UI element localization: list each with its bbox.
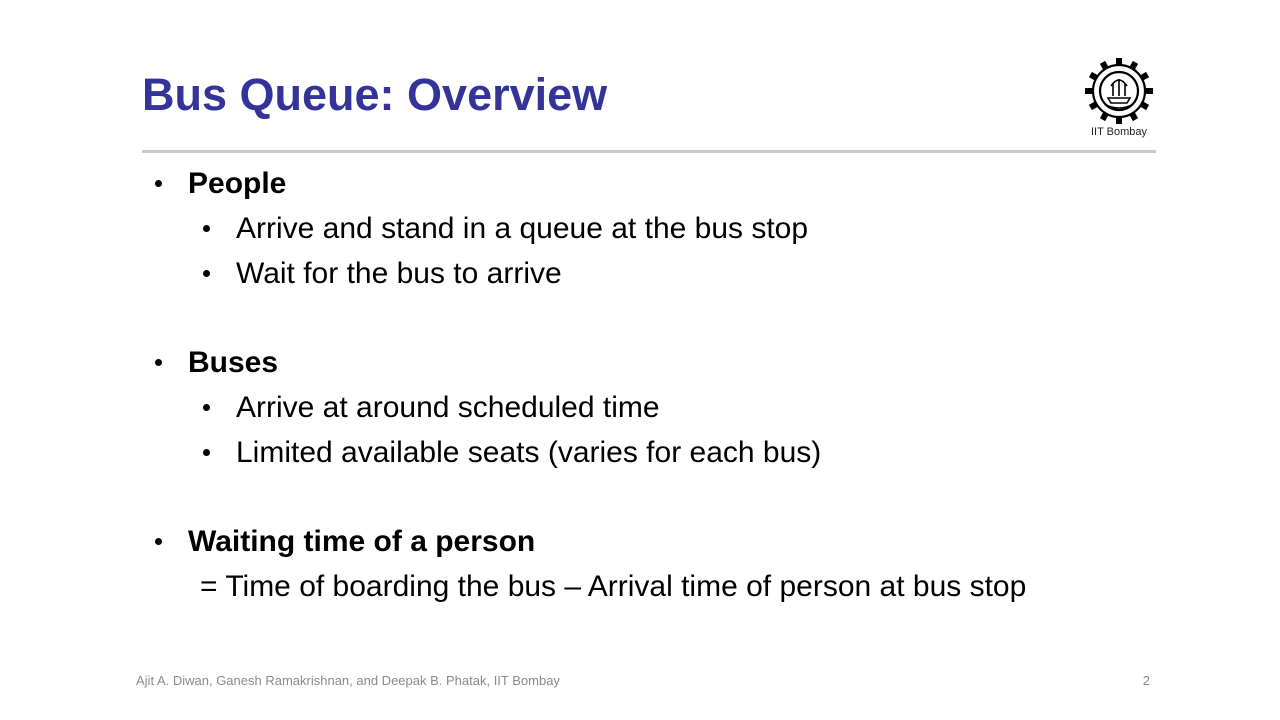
bullet-icon [203, 225, 210, 232]
list-item: Limited available seats (varies for each bus) [236, 436, 822, 469]
bullet-icon [155, 538, 162, 545]
bullet-icon [203, 270, 210, 277]
section-heading-buses: Buses [188, 346, 279, 379]
logo-caption: IIT Bombay [1090, 126, 1148, 138]
bullet-icon [203, 404, 210, 411]
page-number: 2 [1142, 673, 1150, 688]
waiting-time-equation: = Time of boarding the bus – Arrival time of person at bus stop [200, 570, 1027, 603]
bullet-icon [155, 180, 162, 187]
list-item: Arrive and stand in a queue at the bus stop [236, 212, 809, 245]
list-item: Arrive at around scheduled time [236, 391, 660, 424]
footer-authors: Ajit A. Diwan, Ganesh Ramakrishnan, and Deepak B. Phatak, IIT Bombay [136, 673, 560, 688]
section-heading-waiting-time: Waiting time of a person [188, 525, 536, 558]
section-heading-people: People [188, 167, 287, 200]
slide-title: Bus Queue: Overview [142, 69, 608, 120]
list-item: Wait for the bus to arrive [236, 257, 562, 290]
bullet-icon [203, 449, 210, 456]
bullet-icon [155, 359, 162, 366]
